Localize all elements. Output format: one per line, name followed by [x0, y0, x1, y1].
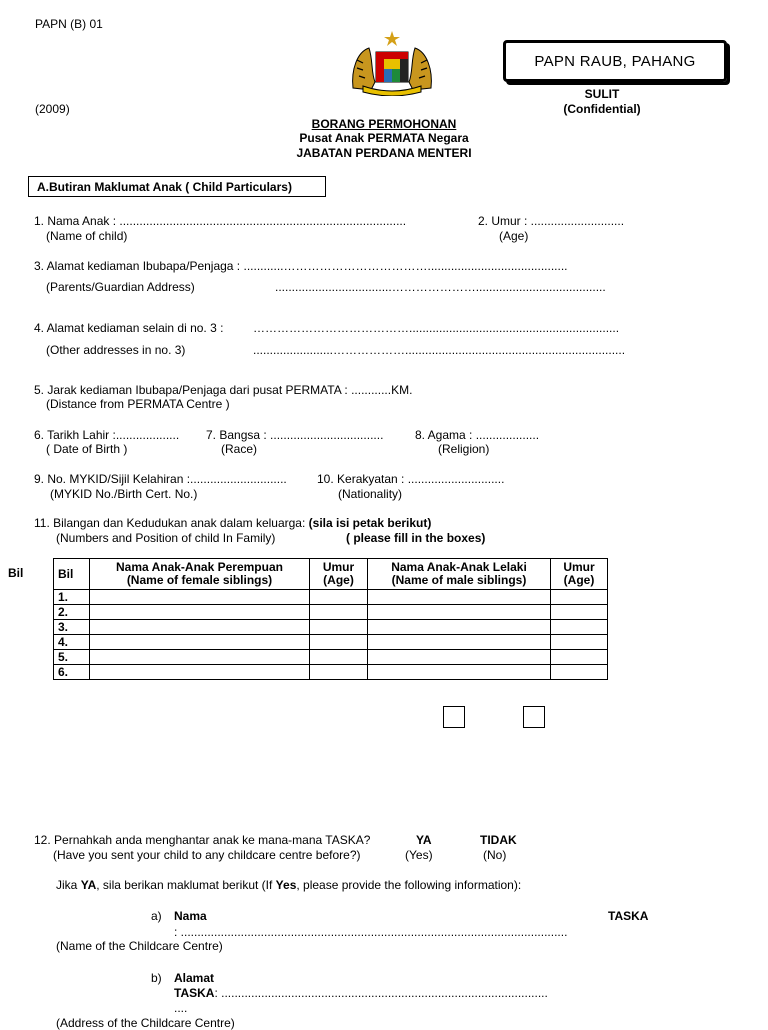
q12a-name-en: (Name of the Childcare Centre) — [56, 939, 223, 953]
form-department: JABATAN PERDANA MENTERI — [296, 146, 472, 160]
q12a-name-field[interactable]: : .................................................................................................................... — [174, 925, 568, 939]
col-male-title: Nama Anak-Anak Lelaki — [391, 560, 527, 574]
section-a-title: A.Butiran Maklumat Anak ( Child Particulars) — [37, 179, 292, 194]
q12b-address-dots-line2[interactable]: .... — [174, 1001, 188, 1015]
q12-question-en: (Have you sent your child to any childcare centre before?) — [53, 848, 361, 862]
q12a-label: a) — [151, 909, 162, 923]
female-name-cell[interactable] — [90, 665, 310, 680]
col-female-age-en: (Age) — [323, 573, 354, 587]
row-number: 3. — [54, 620, 90, 635]
q12a-taska: TASKA — [608, 909, 649, 923]
row-number: 5. — [54, 650, 90, 665]
q12b-label: b) — [151, 971, 162, 985]
field-nationality-en: (Nationality) — [338, 487, 403, 501]
col-female-age-title: Umur — [322, 560, 355, 574]
male-age-cell[interactable] — [551, 650, 608, 665]
field-distance[interactable]: 5. Jarak kediaman Ibubapa/Penjaga dari pusat PERMATA : ............KM. — [34, 383, 413, 397]
col-male-title-en: (Name of male siblings) — [391, 573, 527, 587]
field-distance-en: (Distance from PERMATA Centre ) — [46, 397, 230, 411]
female-name-cell[interactable] — [90, 650, 310, 665]
field-dob[interactable]: 6. Tarikh Lahir :................... — [34, 428, 180, 442]
col-female-age — [310, 559, 368, 590]
female-age-cell[interactable] — [310, 665, 368, 680]
female-age-cell[interactable] — [310, 605, 368, 620]
male-age-cell[interactable] — [551, 590, 608, 605]
field-siblings-instruction: (sila isi petak berikut) — [308, 516, 432, 530]
male-age-cell[interactable] — [551, 605, 608, 620]
form-year: (2009) — [35, 102, 70, 116]
field-other-address-en: (Other addresses in no. 3) — [46, 343, 186, 357]
row-number: 6. — [54, 665, 90, 680]
form-code: PAPN (B) 01 — [35, 17, 103, 31]
tidak-checkbox[interactable] — [523, 706, 545, 728]
field-religion[interactable]: 8. Agama : ................... — [415, 428, 540, 442]
field-mykid-en: (MYKID No./Birth Cert. No.) — [50, 487, 198, 501]
papn-location-text: PAPN RAUB, PAHANG — [534, 52, 696, 70]
table-header-row — [54, 559, 608, 590]
field-age-en: (Age) — [499, 229, 529, 243]
confidential-label: (Confidential) — [563, 102, 641, 116]
field-siblings-text: 11. Bilangan dan Kedudukan anak dalam keluarga: — [34, 516, 306, 530]
papn-location-box — [503, 40, 727, 82]
field-nationality[interactable]: 10. Kerakyatan : ............................. — [317, 472, 505, 486]
male-age-cell[interactable] — [551, 665, 608, 680]
table-row — [54, 665, 608, 680]
field-race[interactable]: 7. Bangsa : .................................. — [206, 428, 384, 442]
q12-ya-label: YA — [416, 833, 432, 847]
female-name-cell[interactable] — [90, 605, 310, 620]
q12-instruction-mid: , sila berikan maklumat berikut (If — [96, 878, 273, 892]
ya-checkbox[interactable] — [443, 706, 465, 728]
col-female-siblings — [90, 559, 310, 590]
table-row — [54, 605, 608, 620]
field-dob-en: ( Date of Birth ) — [46, 442, 128, 456]
q12-tidak-label: TIDAK — [480, 833, 517, 847]
female-name-cell[interactable] — [90, 620, 310, 635]
female-age-cell[interactable] — [310, 635, 368, 650]
male-name-cell[interactable] — [368, 605, 551, 620]
col-male-age — [551, 559, 608, 590]
field-other-address: 4. Alamat kediaman selain di no. 3 : — [34, 321, 224, 335]
male-name-cell[interactable] — [368, 635, 551, 650]
field-other-address-line2[interactable]: ........................……………….................................................................. — [253, 343, 626, 357]
siblings-table — [53, 558, 608, 680]
row-number: 4. — [54, 635, 90, 650]
q12b-address-dots: : .................................................................................................. — [214, 986, 548, 1000]
male-age-cell[interactable] — [551, 635, 608, 650]
field-race-en: (Race) — [221, 442, 258, 456]
q12b-alamat: Alamat — [174, 971, 215, 985]
female-name-cell[interactable] — [90, 635, 310, 650]
form-title: BORANG PERMOHONAN — [311, 117, 457, 131]
row-number: 1. — [54, 590, 90, 605]
field-mykid[interactable]: 9. No. MYKID/Sijil Kelahiran :............................. — [34, 472, 287, 486]
section-a-heading — [28, 176, 326, 197]
row-number: 2. — [54, 605, 90, 620]
q12-instruction-ya: YA — [80, 878, 97, 892]
table-row — [54, 620, 608, 635]
female-name-cell[interactable] — [90, 590, 310, 605]
male-name-cell[interactable] — [368, 590, 551, 605]
sulit-label: SULIT — [584, 87, 620, 101]
col-male-age-en: (Age) — [563, 573, 595, 587]
field-siblings — [34, 516, 431, 530]
q12b-address-en: (Address of the Childcare Centre) — [56, 1016, 235, 1030]
col-female-title: Nama Anak-Anak Perempuan — [116, 560, 283, 574]
table-row — [54, 635, 608, 650]
male-name-cell[interactable] — [368, 650, 551, 665]
male-age-cell[interactable] — [551, 620, 608, 635]
field-religion-en: (Religion) — [438, 442, 490, 456]
col-male-siblings — [368, 559, 551, 590]
q12a-nama: Nama — [174, 909, 207, 923]
q12-instruction-yes: Yes — [275, 878, 297, 892]
q12b-address-field[interactable] — [174, 986, 548, 1000]
table-row — [54, 590, 608, 605]
male-name-cell[interactable] — [368, 620, 551, 635]
col-bil: Bil — [54, 559, 90, 590]
coat-of-arms-emblem — [349, 30, 435, 96]
col-female-title-en: (Name of female siblings) — [126, 573, 273, 587]
q12-instruction-end: , please provide the following information): — [296, 878, 522, 892]
field-siblings-instruction-en: ( please fill in the boxes) — [346, 531, 486, 545]
field-parent-address[interactable]: 3. Alamat kediaman Ibubapa/Penjaga : ............……………………………….......................................... — [34, 259, 568, 273]
q12b-taska: TASKA — [174, 986, 215, 1000]
field-other-address-line1[interactable]: …………………………………............................................................... — [253, 321, 620, 335]
field-parent-address-line2[interactable]: ...................................…………………....................................... — [275, 280, 606, 294]
field-child-name-en: (Name of child) — [46, 229, 128, 243]
field-siblings-en: (Numbers and Position of child In Family) — [56, 531, 276, 545]
q12-instruction-jika: Jika — [56, 878, 78, 892]
field-parent-address-en: (Parents/Guardian Address) — [46, 280, 195, 294]
q12-no-label: (No) — [483, 848, 507, 862]
col-male-age-title: Umur — [563, 560, 595, 574]
bil-outside-label: Bil — [8, 566, 24, 580]
q12-question: 12. Pernahkah anda menghantar anak ke mana-mana TASKA? — [34, 833, 371, 847]
male-name-cell[interactable] — [368, 665, 551, 680]
q12-instruction — [56, 878, 521, 892]
table-row — [54, 650, 608, 665]
form-subtitle: Pusat Anak PERMATA Negara — [299, 131, 469, 145]
female-age-cell[interactable] — [310, 650, 368, 665]
female-age-cell[interactable] — [310, 590, 368, 605]
field-child-name[interactable]: 1. Nama Anak : ...................................................................................... — [34, 214, 407, 228]
female-age-cell[interactable] — [310, 620, 368, 635]
q12-yes-label: (Yes) — [405, 848, 433, 862]
field-age[interactable]: 2. Umur : ............................ — [478, 214, 625, 228]
